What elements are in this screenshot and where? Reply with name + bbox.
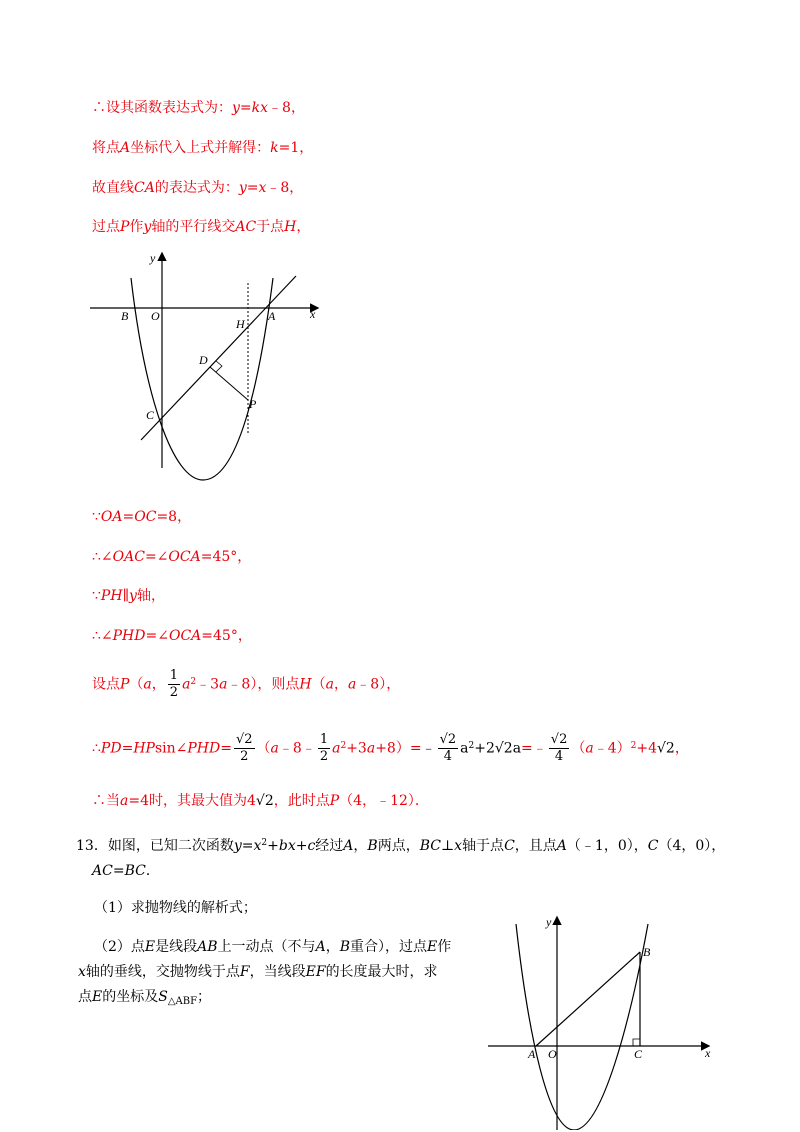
var: a <box>120 793 129 809</box>
var: y <box>129 588 137 604</box>
text: =1， <box>278 140 314 156</box>
label-o: O <box>151 309 160 323</box>
var: E <box>426 939 438 955</box>
text: √2 <box>657 740 675 757</box>
text: ， <box>674 740 689 757</box>
var: OCA <box>168 628 202 644</box>
text: = <box>239 100 252 116</box>
var: BC <box>124 863 146 879</box>
text: sin∠ <box>154 740 188 757</box>
var: H <box>299 676 312 693</box>
text: = <box>112 863 125 879</box>
text: =8， <box>156 509 192 525</box>
var: x <box>454 838 463 854</box>
text: √2 <box>255 793 274 809</box>
text: 重合），过点 <box>349 939 427 955</box>
var: P <box>120 676 130 693</box>
var: a <box>347 676 357 693</box>
text: +3 <box>346 740 367 757</box>
text: （ <box>129 676 144 693</box>
text: ﹣ <box>421 740 436 757</box>
var: x <box>258 180 267 196</box>
text: = <box>246 180 259 196</box>
text: （ <box>256 740 271 757</box>
text: 经过 <box>315 838 344 854</box>
var: P <box>329 793 340 809</box>
text: 轴于点 <box>462 838 505 854</box>
var: a <box>270 740 279 757</box>
right-angle-mark <box>633 1039 640 1046</box>
text: + <box>295 838 308 854</box>
label-x: x <box>310 307 316 321</box>
solution-line-4 <box>92 216 310 236</box>
sup: 2 <box>630 740 637 751</box>
label-b: B <box>121 309 129 323</box>
text: ∴当 <box>92 793 120 809</box>
text: （﹣1，0）， <box>566 838 648 854</box>
var: S <box>158 989 168 1005</box>
var: A <box>315 939 326 955</box>
var: k <box>270 140 279 156</box>
text: ﹣8， <box>268 100 305 116</box>
fraction-half: $\frac{1}{2}$ <box>319 732 329 764</box>
text: ﹣8， <box>266 180 304 196</box>
label-a: A <box>268 309 276 323</box>
var: OC <box>134 509 157 525</box>
text: 上一动点（不与 <box>217 939 316 955</box>
var: P <box>120 219 130 235</box>
label-h: H <box>236 317 245 331</box>
solution-line-3 <box>92 177 303 197</box>
text: =∠ <box>145 628 169 644</box>
text: ⊥ <box>440 838 455 854</box>
var: B <box>367 838 378 854</box>
text: 作 <box>129 219 144 235</box>
text: 的坐标及 <box>102 989 159 1005</box>
text: （2）点 <box>94 939 145 955</box>
var: OA <box>100 509 123 525</box>
var: B <box>339 939 350 955</box>
var: AC <box>235 219 257 235</box>
var: y <box>143 219 152 235</box>
var: bx <box>278 838 296 854</box>
var: a <box>325 676 334 693</box>
text: （ <box>311 676 326 693</box>
var: C <box>647 838 659 854</box>
text: ； <box>197 989 212 1005</box>
text: + <box>267 838 279 854</box>
var: H <box>284 219 297 235</box>
label-p: P <box>249 397 257 411</box>
text: =45°， <box>200 549 252 565</box>
text: +2 <box>474 740 495 757</box>
text: （ <box>571 740 586 757</box>
text: ． <box>145 863 160 879</box>
label-d: D <box>199 353 208 367</box>
var: AC <box>92 863 113 879</box>
text: +4 <box>636 740 657 757</box>
figure-parabola-1 <box>85 248 330 484</box>
text: （4，﹣12）． <box>339 793 429 809</box>
question-1: （1）求抛物线的解析式； <box>94 900 257 916</box>
figure-parabola-2 <box>484 912 720 1130</box>
text: （4，0）， <box>658 838 726 854</box>
var: a <box>366 740 376 757</box>
var: a <box>143 676 152 693</box>
solution-line-11 <box>92 790 429 810</box>
text: ∥ <box>122 588 130 604</box>
text: 坐标代入上式并解得： <box>130 140 271 156</box>
text: ∵ <box>92 588 101 604</box>
var: a <box>182 676 191 693</box>
var: E <box>92 989 103 1005</box>
text: ∴∠ <box>92 549 113 565</box>
var: CA <box>134 180 155 196</box>
segment-pd <box>210 367 248 400</box>
label-o: O <box>548 1047 557 1061</box>
problem-13-stem <box>76 835 725 855</box>
var: OAC <box>112 549 145 565</box>
line-ca <box>141 276 296 440</box>
var: PD <box>100 740 122 757</box>
text: 轴的垂线，交抛物线于点 <box>85 964 240 980</box>
problem-13-q2-line-3 <box>78 986 211 1006</box>
text: =45°， <box>201 628 252 644</box>
parabola-curve <box>516 924 648 1130</box>
label-b: B <box>643 945 651 959</box>
label-a: A <box>528 1047 536 1061</box>
var: PHD <box>187 740 221 757</box>
var: E <box>144 939 156 955</box>
text: ， <box>333 676 348 693</box>
text: ， <box>151 676 166 693</box>
fraction-root2-over-4: $\frac{√2}{4}$ <box>550 732 568 764</box>
text: ﹣4） <box>593 740 631 757</box>
var: AB <box>197 939 218 955</box>
solution-line-6 <box>92 546 251 566</box>
var: x <box>253 838 262 854</box>
var: a <box>219 676 228 693</box>
var: F <box>239 964 250 980</box>
text: ∵ <box>92 509 101 525</box>
problem-13-stem-2 <box>92 860 160 880</box>
text: = <box>122 509 135 525</box>
label-c: C <box>634 1047 643 1061</box>
var: y <box>238 180 247 196</box>
text: 作 <box>437 939 452 955</box>
text: ﹣8），则点 <box>227 676 300 693</box>
var: a <box>585 740 594 757</box>
var: y <box>233 838 242 854</box>
text: 将点 <box>92 140 120 156</box>
text: 点 <box>78 989 92 1005</box>
solution-line-10 <box>92 732 689 765</box>
text: 设点 <box>92 676 120 693</box>
text: =∠ <box>144 549 169 565</box>
text: 轴， <box>136 588 165 604</box>
text: 于点 <box>256 219 285 235</box>
text: 轴的平行线交 <box>151 219 236 235</box>
var: EF <box>305 964 326 980</box>
text: 如图，已知二次函数 <box>107 838 234 854</box>
right-angle-mark <box>216 361 222 372</box>
problem-number: 13． <box>76 838 108 854</box>
solution-line-7 <box>92 585 165 605</box>
var: a <box>332 740 341 757</box>
text: ﹣3 <box>196 676 220 693</box>
var: OCA <box>168 549 201 565</box>
subscript: △ABF <box>167 996 198 1007</box>
var: C <box>504 838 515 854</box>
text: 的表达式为： <box>154 180 239 196</box>
text: 是线段 <box>155 939 198 955</box>
solution-line-2 <box>92 137 313 157</box>
text: ，且点 <box>514 838 557 854</box>
sup: 2 <box>190 676 197 687</box>
solution-line-8 <box>92 625 252 645</box>
var: x <box>78 964 86 980</box>
text: +8）= <box>375 740 422 757</box>
solution-line-1 <box>92 97 305 117</box>
problem-13-q2-line-2 <box>78 961 438 981</box>
sup: 2 <box>340 740 347 751</box>
text: 的长度最大时，求 <box>325 964 438 980</box>
var: PHD <box>112 628 146 644</box>
sup: 2 <box>468 740 475 751</box>
text: ， <box>325 939 340 955</box>
var: A <box>343 838 354 854</box>
var: BC <box>419 838 441 854</box>
text: ∴设其函数表达式为： <box>92 100 232 116</box>
text: =﹣ <box>521 740 547 757</box>
label-y: y <box>546 915 552 929</box>
text: ﹣8）， <box>356 676 401 693</box>
var: y <box>232 100 240 116</box>
text: a <box>460 740 469 757</box>
fraction-root2-over-2: $\frac{√2}{2}$ <box>235 732 253 764</box>
text: 故直线 <box>92 180 134 196</box>
var: c <box>307 838 316 854</box>
text: = <box>121 740 134 757</box>
text: ，此时点 <box>273 793 330 809</box>
text: ﹣8﹣ <box>278 740 316 757</box>
text: a <box>512 740 522 757</box>
text: ∴∠ <box>92 628 113 644</box>
var: A <box>120 140 131 156</box>
text: ∴ <box>92 740 101 757</box>
text: ， <box>353 838 368 854</box>
problem-13-q2-line-1 <box>94 936 451 956</box>
fraction-half: $\frac{1}{2}$ <box>169 668 179 700</box>
text: 两点， <box>377 838 420 854</box>
sup: 2 <box>261 838 268 848</box>
label-x: x <box>705 1046 711 1060</box>
var: kx <box>251 100 269 116</box>
text: =4时，其最大值为4 <box>128 793 256 809</box>
solution-line-9 <box>92 668 400 701</box>
text: √2 <box>494 740 513 757</box>
var: HP <box>133 740 155 757</box>
text: = <box>220 740 232 757</box>
var: PH <box>100 588 123 604</box>
label-y: y <box>150 251 156 265</box>
fraction-root2-over-4: $\frac{√2}{4}$ <box>439 732 457 764</box>
solution-line-5 <box>92 506 191 526</box>
text: ，当线段 <box>249 964 306 980</box>
text: ， <box>296 219 311 235</box>
text: 过点 <box>92 219 120 235</box>
text: = <box>241 838 254 854</box>
problem-13-q1 <box>94 897 257 917</box>
label-c: C <box>146 408 155 422</box>
var: A <box>556 838 567 854</box>
